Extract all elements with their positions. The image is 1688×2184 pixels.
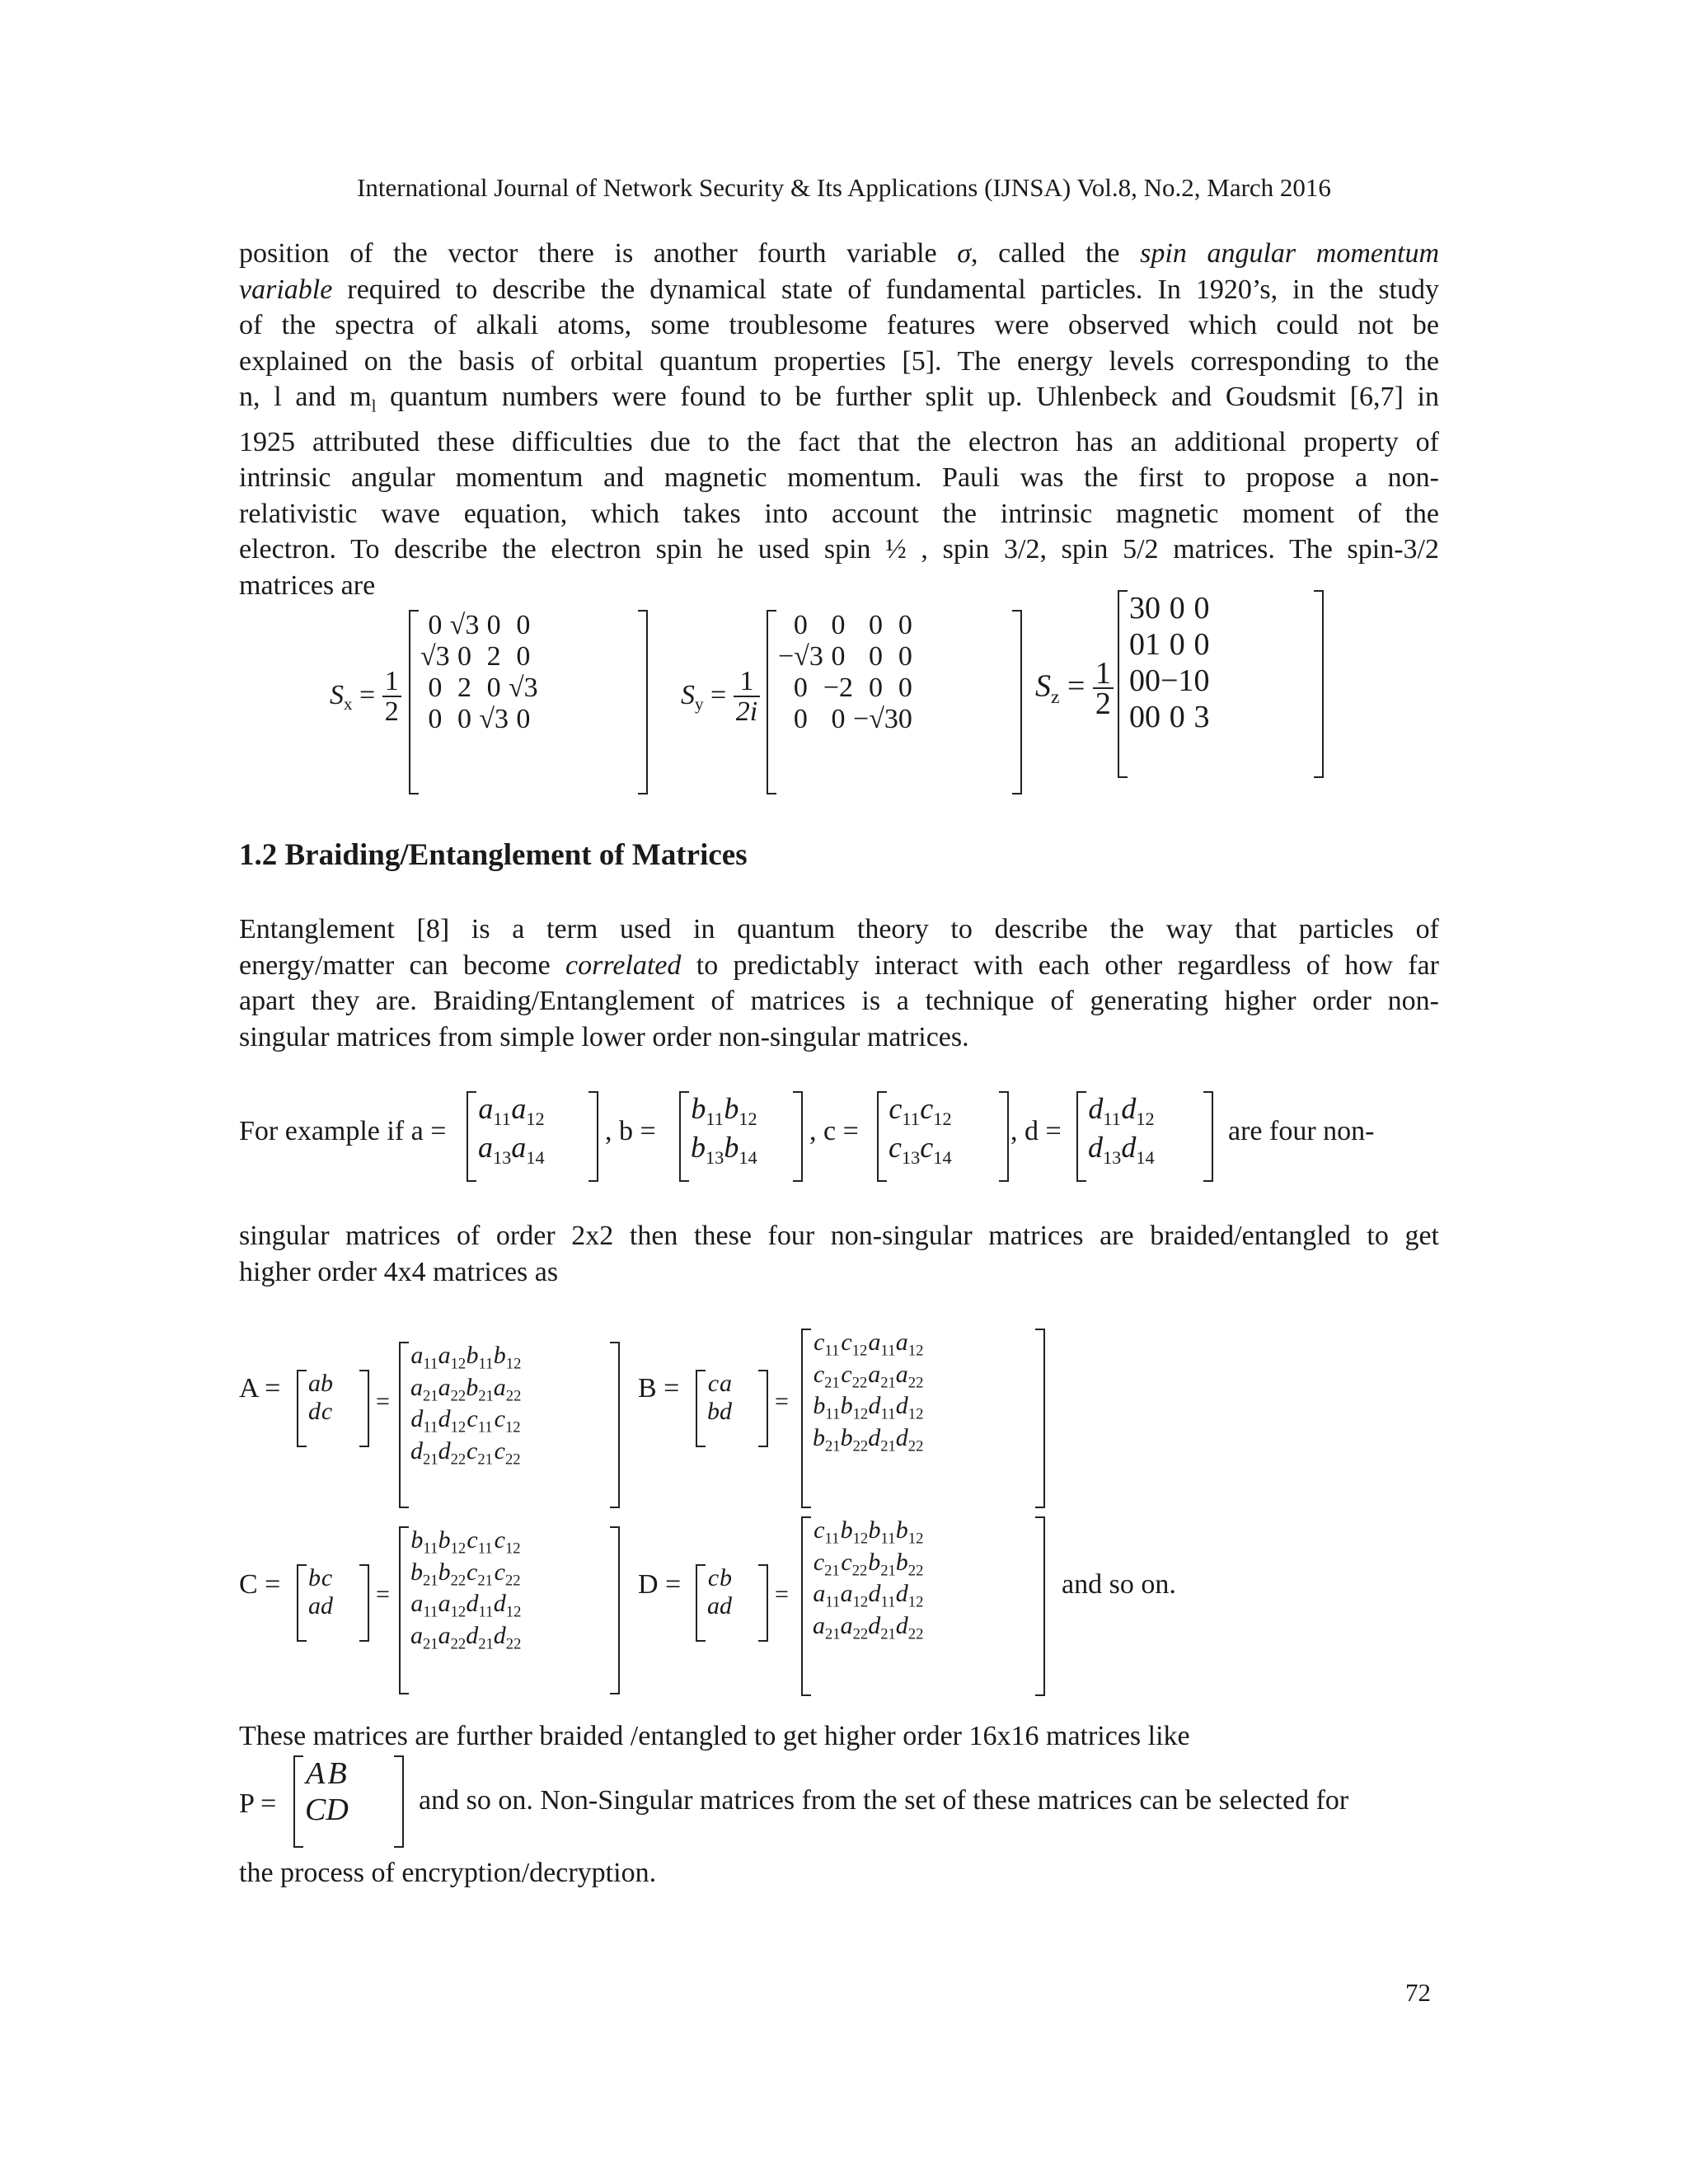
matrix-entry: −1 (1160, 663, 1194, 698)
matrix-entry: $a_{22}$ (493, 1373, 522, 1404)
matrix-entry: $d_{21}$ (466, 1621, 494, 1652)
matrix-entry: $d_{12}$ (438, 1405, 467, 1436)
matrix-entry: $a_{11}$ (410, 1342, 438, 1373)
B-label: B = (638, 1373, 680, 1404)
matrix-entry: d (321, 1592, 333, 1619)
matrix-entry: $d_{14}$ (1121, 1130, 1155, 1168)
D-label: D = (638, 1569, 682, 1600)
matrix-entry: 1 (1145, 627, 1160, 662)
matrix-entry: $b_{22}$ (840, 1423, 869, 1455)
matrix-entry: $d_{13}$ (1088, 1130, 1122, 1168)
matrix-entry: 0 (1129, 627, 1145, 662)
matrix-entry: 0 (831, 641, 846, 672)
matrix-d (1076, 1091, 1213, 1182)
matrix-entry: $a_{22}$ (438, 1373, 467, 1404)
matrix-entry: $c_{11}$ (814, 1516, 840, 1548)
equals: = (376, 1388, 390, 1415)
matrix-entry: $c_{12}$ (920, 1092, 952, 1129)
paragraph-spin (239, 236, 1439, 603)
A-small-matrix (297, 1370, 369, 1447)
matrix-entry: 0 (898, 641, 912, 672)
matrix-entry: b (308, 1564, 321, 1591)
half-fraction: $\frac{1}{2}$ (1093, 659, 1114, 719)
A-matrix (399, 1342, 620, 1508)
matrix-entry: $c_{11}$ (467, 1526, 493, 1558)
paragraph-braiding (239, 1218, 1439, 1290)
matrix-entry: $c_{22}$ (841, 1548, 868, 1579)
matrix-entry: $a_{22}$ (895, 1360, 924, 1391)
matrix-entry: 0 (1193, 627, 1210, 662)
matrix-entry: √3 (479, 704, 509, 734)
matrix-entry: $c_{22}$ (494, 1558, 521, 1589)
line: of the spectra of alkali atoms, some troublesome features were observed which could not be (239, 310, 1439, 340)
matrix-entry: $a_{11}$ (868, 1329, 896, 1360)
C-small-matrix (297, 1564, 369, 1642)
matrix-entry: 0 (1129, 700, 1145, 734)
P-matrix (293, 1755, 404, 1848)
matrix-entry: $d_{11}$ (466, 1590, 494, 1621)
matrix-entry: a (720, 1370, 732, 1397)
line: relativistic wave equation, which takes into account the intrinsic magnetic moment of the (239, 498, 1439, 529)
line: n, l and $m_l$ quantum numbers were found to be further split up. Uhlenbeck and Goudsmit [6,7] in (239, 382, 1439, 416)
matrix-entry: $d_{11}$ (410, 1405, 438, 1436)
matrix-entry: c (707, 1370, 720, 1397)
matrix-entry: $b_{11}$ (813, 1392, 841, 1423)
matrix-entry: √3 (420, 641, 450, 672)
example-prefix: For example if a = (239, 1116, 447, 1146)
matrix-entry: $c_{22}$ (841, 1360, 868, 1391)
matrix-entry: $d_{21}$ (410, 1436, 438, 1468)
matrix-entry: $c_{12}$ (494, 1405, 521, 1436)
matrix-entry: 0 (1169, 627, 1185, 662)
matrix-entry: $a_{14}$ (511, 1130, 545, 1168)
matrix-entry: 0 (1193, 663, 1210, 698)
matrix-entry: 0 (1145, 591, 1160, 626)
matrix-entry: $c_{21}$ (467, 1558, 493, 1589)
matrix-entry: d (720, 1398, 732, 1425)
matrix-entry: 0 (457, 641, 471, 672)
matrix-entry: B (327, 1756, 347, 1791)
matrix-entry: $b_{21}$ (868, 1548, 896, 1579)
matrix-entry: −√3 (853, 704, 898, 734)
matrix-entry: 0 (1169, 591, 1185, 626)
matrix-entry: $a_{21}$ (410, 1621, 438, 1652)
paragraph-entanglement (239, 912, 1439, 1055)
matrix-entry: $b_{21}$ (813, 1423, 841, 1455)
C-label: C = (239, 1569, 281, 1600)
P-label: P = (239, 1788, 277, 1819)
matrix-entry: $c_{12}$ (841, 1329, 868, 1360)
matrix-entry: 0 (898, 673, 912, 703)
matrix-entry: $c_{21}$ (813, 1548, 840, 1579)
matrix-entry: 0 (1145, 663, 1160, 698)
matrix-entry: $b_{12}$ (438, 1526, 467, 1558)
para4-line3: the process of encryption/decryption. (239, 1858, 657, 1888)
matrix-entry: 0 (1145, 700, 1160, 734)
matrix-entry: $c_{13}$ (889, 1130, 921, 1168)
matrix-entry: 0 (516, 704, 531, 734)
line: 1925 attributed these difficulties due to the fact that the electron has an additional property of (239, 426, 1439, 457)
matrix-entry: $b_{22}$ (438, 1558, 467, 1589)
matrix-entry: −√3 (778, 641, 823, 672)
matrix-entry: $b_{11}$ (466, 1342, 494, 1373)
matrix-entry: $a_{21}$ (868, 1360, 896, 1391)
matrix-entry: 0 (486, 610, 501, 640)
matrix-entry: d (720, 1592, 732, 1619)
matrix-entry: $b_{12}$ (840, 1516, 869, 1548)
matrix-entry: √3 (449, 610, 480, 640)
matrix-entry: $d_{12}$ (895, 1580, 924, 1611)
matrix-entry: $c_{11}$ (889, 1092, 920, 1129)
matrix-entry: 0 (516, 610, 531, 640)
matrix-entry: C (305, 1793, 326, 1827)
matrix-entry: $d_{11}$ (868, 1392, 896, 1423)
A-label: A = (239, 1373, 281, 1404)
matrix-entry: 2 (486, 641, 501, 672)
matrix-entry: $d_{12}$ (1121, 1092, 1155, 1129)
matrix-entry: $c_{21}$ (813, 1360, 840, 1391)
matrix-entry: $d_{22}$ (438, 1436, 467, 1468)
sz-label: $S_z$ = $\frac{1}{2}$ (1035, 659, 1114, 719)
para4-line2: and so on. Non-Singular matrices from the set of these matrices can be selected for (419, 1785, 1349, 1816)
line: position of the vector there is another fourth variable σ, called the spin angular momentum (239, 238, 1439, 269)
matrix-entry: $b_{14}$ (724, 1130, 757, 1168)
page-number: 72 (1405, 1978, 1431, 2007)
matrix-entry: $a_{22}$ (438, 1621, 467, 1652)
matrix-entry: 0 (831, 704, 846, 734)
matrix-entry: $a_{21}$ (813, 1611, 841, 1643)
inverse-2i-fraction: $\frac{1}{2i}$ (734, 668, 760, 727)
line: higher order 4x4 matrices as (239, 1256, 559, 1287)
matrix-entry: $c_{12}$ (494, 1526, 521, 1558)
matrix-entry: 0 (428, 673, 443, 703)
line: variable required to describe the dynamical state of fundamental particles. In 1920’s, in the study (239, 274, 1439, 305)
line: apart they are. Braiding/Entanglement of matrices is a technique of generating higher order non- (239, 986, 1439, 1016)
matrix-entry: $a_{21}$ (410, 1373, 438, 1404)
matrix-entry: $d_{22}$ (895, 1423, 924, 1455)
matrix-entry: 2 (457, 673, 471, 703)
matrix-entry: $d_{22}$ (493, 1621, 522, 1652)
matrix-entry: $a_{12}$ (438, 1342, 467, 1373)
section-heading: 1.2 Braiding/Entanglement of Matrices (239, 838, 748, 872)
d-label: , d = (1010, 1116, 1062, 1146)
matrix-entry: d (308, 1398, 321, 1425)
line: energy/matter can become correlated to predictably interact with each other regardless of how far (239, 949, 1439, 981)
matrix-entry: $a_{12}$ (511, 1092, 545, 1129)
line: Entanglement [8] is a term used in quantum theory to describe the way that particles of (239, 914, 1439, 944)
matrix-entry: $b_{11}$ (410, 1526, 438, 1558)
matrix-entry: 0 (793, 673, 808, 703)
matrix-entry: $c_{11}$ (467, 1405, 493, 1436)
matrix-entry: 0 (516, 641, 531, 672)
line: explained on the basis of orbital quantum properties [5]. The energy levels corresponding to the (239, 345, 1439, 377)
B-small-matrix (696, 1370, 768, 1447)
line: intrinsic angular momentum and magnetic momentum. Pauli was the first to propose a non- (239, 462, 1439, 494)
B-matrix (801, 1329, 1045, 1508)
half-fraction: $\frac{1}{2}$ (382, 668, 401, 727)
line: matrices are (239, 569, 376, 601)
matrix-entry: 0 (793, 704, 808, 734)
sy-matrix (767, 610, 1022, 794)
matrix-entry: c (321, 1398, 333, 1425)
matrix-entry: A (306, 1756, 326, 1791)
matrix-entry: $b_{11}$ (868, 1516, 896, 1548)
D-small-matrix (696, 1564, 768, 1642)
matrix-entry: 0 (898, 610, 912, 640)
matrix-entry: $b_{21}$ (466, 1373, 494, 1404)
matrix-entry: $d_{11}$ (1088, 1092, 1121, 1129)
matrix-entry: $a_{11}$ (410, 1590, 438, 1621)
matrix-entry: b (720, 1564, 732, 1591)
and-so-on: and so on. (1062, 1569, 1176, 1600)
matrix-entry: 3 (1129, 591, 1145, 626)
matrix-entry: $b_{11}$ (691, 1092, 724, 1129)
matrix-entry: c (321, 1564, 333, 1591)
sx-label: $S_x$ = $\frac{1}{2}$ (330, 668, 401, 727)
matrix-entry: √3 (509, 673, 538, 703)
matrix-entry: $b_{22}$ (895, 1548, 924, 1579)
matrix-entry: 0 (868, 610, 883, 640)
C-matrix (399, 1526, 620, 1694)
matrix-entry: $b_{13}$ (691, 1130, 724, 1168)
c-label: , c = (809, 1116, 859, 1146)
matrix-b (679, 1091, 803, 1182)
matrix-entry: $b_{12}$ (895, 1516, 924, 1548)
matrix-entry: $d_{12}$ (493, 1590, 522, 1621)
matrix-entry: 0 (831, 610, 846, 640)
matrix-entry: $a_{12}$ (438, 1590, 467, 1621)
sy-label: $S_y$ = $\frac{1}{2i}$ (681, 668, 760, 727)
matrix-entry: $b_{12}$ (493, 1342, 522, 1373)
matrix-entry: $c_{11}$ (814, 1329, 840, 1360)
matrix-entry: D (326, 1793, 349, 1827)
matrix-entry: $d_{22}$ (895, 1611, 924, 1643)
matrix-c (877, 1091, 1009, 1182)
matrix-entry: 0 (868, 641, 883, 672)
b-label: , b = (605, 1116, 656, 1146)
matrix-entry: a (308, 1592, 321, 1619)
line: singular matrices of order 2x2 then these four non-singular matrices are braided/entangled to get (239, 1221, 1439, 1251)
matrix-entry: $a_{11}$ (813, 1580, 841, 1611)
matrix-entry: $c_{22}$ (494, 1436, 521, 1468)
matrix-entry: $c_{21}$ (467, 1436, 493, 1468)
matrix-entry: a (308, 1370, 321, 1397)
matrix-entry: $b_{12}$ (724, 1092, 757, 1129)
D-matrix (801, 1516, 1045, 1696)
matrix-a (467, 1091, 598, 1182)
matrix-entry: a (707, 1592, 720, 1619)
matrix-entry: 0 (793, 610, 808, 640)
matrix-entry: $d_{21}$ (868, 1611, 896, 1643)
matrix-entry: 0 (898, 704, 912, 734)
matrix-entry: $d_{12}$ (895, 1392, 924, 1423)
matrix-entry: 0 (486, 673, 501, 703)
matrix-entry: $a_{12}$ (840, 1580, 869, 1611)
matrix-entry: 3 (1193, 700, 1210, 734)
equals: = (376, 1581, 390, 1608)
para4-line1: These matrices are further braided /entangled to get higher order 16x16 matrices like (239, 1721, 1190, 1751)
matrix-entry: $c_{14}$ (920, 1130, 952, 1168)
matrix-entry: $a_{13}$ (478, 1130, 512, 1168)
matrix-entry: 0 (428, 704, 443, 734)
matrix-entry: $a_{12}$ (895, 1329, 924, 1360)
matrix-entry: c (707, 1564, 720, 1591)
matrix-entry: 0 (1129, 663, 1145, 698)
matrix-entry: 0 (1193, 591, 1210, 626)
line: electron. To describe the electron spin he used spin ½ , spin 3/2, spin 5/2 matrices. The spin-3/2 (239, 534, 1439, 565)
matrix-entry: $b_{12}$ (840, 1392, 869, 1423)
line: singular matrices from simple lower order non-singular matrices. (239, 1021, 969, 1052)
matrix-entry: $a_{11}$ (478, 1092, 511, 1129)
example-suffix: are four non- (1228, 1116, 1375, 1146)
matrix-entry: $a_{22}$ (840, 1611, 869, 1643)
matrix-entry: b (707, 1398, 720, 1425)
matrix-entry: 0 (868, 673, 883, 703)
sx-matrix (409, 610, 648, 794)
matrix-entry: $d_{21}$ (868, 1423, 896, 1455)
matrix-entry: $b_{21}$ (410, 1558, 438, 1589)
journal-header: International Journal of Network Security & Its Applications (IJNSA) Vol.8, No.2, March 2016 (357, 173, 1331, 202)
matrix-entry: −2 (823, 673, 854, 703)
sz-matrix (1118, 590, 1324, 778)
equals: = (775, 1388, 789, 1415)
matrix-entry: b (321, 1370, 333, 1397)
matrix-entry: $d_{11}$ (868, 1580, 896, 1611)
matrix-entry: 0 (1169, 700, 1185, 734)
equals: = (775, 1581, 789, 1608)
matrix-entry: 0 (457, 704, 471, 734)
matrix-entry: 0 (428, 610, 443, 640)
